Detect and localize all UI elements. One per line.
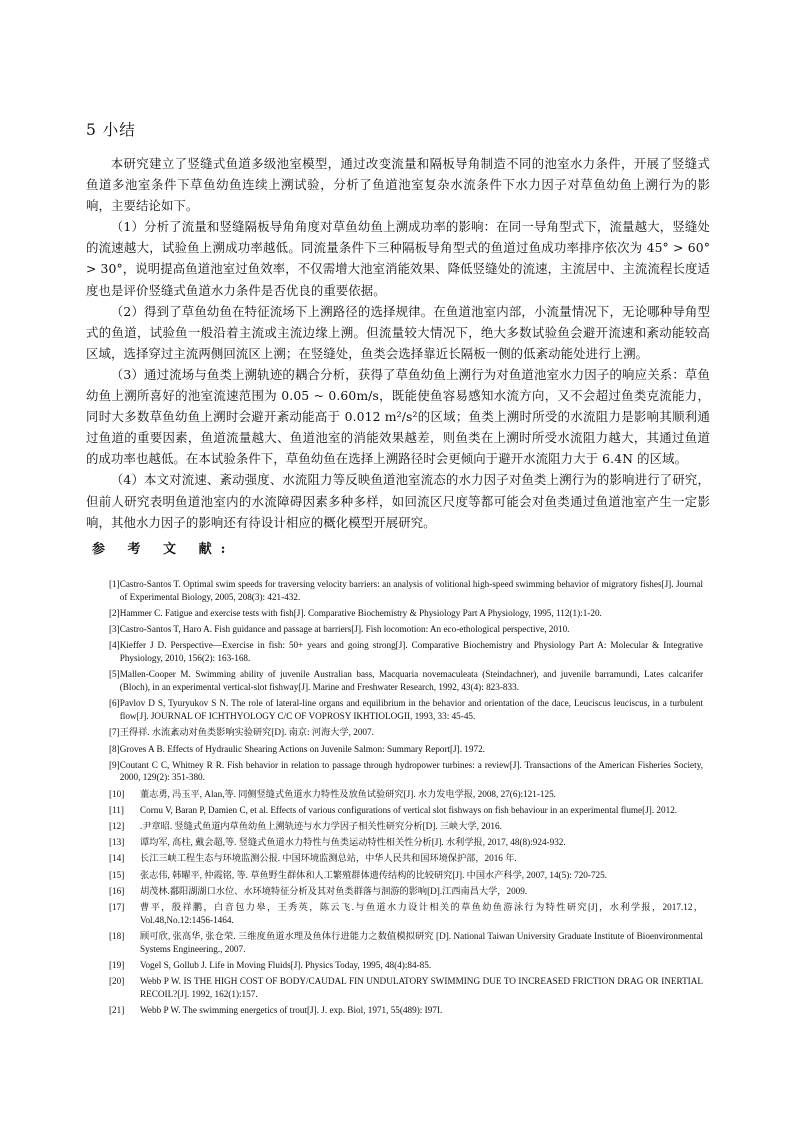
reference-number: [1]	[109, 579, 120, 589]
reference-number: [15]	[109, 869, 125, 880]
reference-text: .尹章昭. 竖缝式鱼道内草鱼幼鱼上溯轨迹与水力学因子相关性研究分析[D]. 三峡大学, 2016.	[140, 821, 502, 832]
reference-text: Webb P W. IS THE HIGH COST OF BODY/CAUDAL FIN UNDULATORY SWIMMING DUE TO INCREASED FRICTION DRAG OR INERTIAL RECOIL?[J]. 1992, 162(1):157.	[140, 976, 703, 999]
paragraph-conclusion-4: （4）本文对流速、紊动强度、水流阻力等反映鱼道池室流态的水力因子对鱼类上溯行为的影响进行了研究，但前人研究表明鱼道池室内的水流障碍因素多种多样，如回流区尺度等都可能会对鱼类通过鱼道池室产生一定影响，其他水力因子的影响还有待设计相应的概化模型开展研究。	[86, 472, 710, 530]
reference-text: Coutant C C, Whitney R R. Fish behavior in relation to passage through hydropower turbines: a review[J]. Transactions of the American Fisheries Society, 2000, 129(2): 351-380.	[119, 759, 703, 783]
reference-text: 胡茂林.鄱阳湖湖口水位、水环境特征分析及其对鱼类群落与洄游的影响[D].江西南昌大学，2009.	[140, 885, 528, 896]
reference-number: [9]	[109, 759, 120, 770]
reference-list	[109, 578, 703, 1020]
reference-number: [4]	[109, 640, 120, 651]
reference-number: [11]	[109, 804, 124, 815]
reference-number: [7]	[109, 727, 120, 738]
reference-item	[109, 726, 703, 739]
paragraph-conclusion-2: （2）得到了草鱼幼鱼在特征流场下上溯路径的选择规律。在鱼道池室内部，小流量情况下，无论哪种导角型式的鱼道，试验鱼一般沿着主流或主流边缘上溯。但流量较大情况下，绝大多数试验鱼会避开流速和紊动能较高区域，选择穿过主流两侧回流区上溯；在竖缝处，鱼类会选择靠近长隔板一侧的低紊动能处进行上溯。	[86, 303, 710, 361]
reference-text: Castro-Santos T, Haro A. Fish guidance and passage at barriers[J]. Fish locomotion: An eco-ethological perspective, 2010.	[119, 624, 570, 635]
paragraph-conclusion-1: （1）分析了流量和竖缝隔板导角角度对草鱼幼鱼上溯成功率的影响：在同一导角型式下，流量越大，竖缝处的流速越大，试验鱼上溯成功率越低。同流量条件下三种隔板导角型式的鱼道过鱼成功率排序依次为 45° > 60° > 30°，说明提高鱼道池室过鱼效率，不仅需增大池室消能效果、降低竖缝处的流速，主流居中、主流流程长度适度也是评价竖缝式鱼道水力条件是否优良的重要依据。	[86, 219, 710, 298]
reference-text: Cornu V, Baran P, Damien C, et al. Effects of various configurations of vertical slot fishways on fish behaviour in an experimental flume[J]. 2012.	[140, 804, 678, 815]
reference-item	[109, 639, 703, 665]
reference-item	[109, 901, 703, 927]
reference-number: [20]	[109, 976, 125, 987]
reference-number: [18]	[109, 930, 125, 941]
reference-text: 曹平，殷祥鹏，白音包力皋，王秀英，陈云飞.与鱼道水力设计相关的草鱼幼鱼游泳行为特性研究[J]，水利学报，2017.12，Vol.48,No.12:1456-1464.	[140, 901, 703, 925]
reference-number: [19]	[109, 959, 125, 970]
reference-item	[109, 869, 703, 882]
reference-text: Pavlov D S, Tyuryukov S N. The role of lateral-line organs and equilibrium in the behavior and orientation of the dace, Leuciscus leuciscus, in a turbulent flow[J]. JOURNAL OF ICHTHYOLOGY C/C OF VOPROSY IKHTIOLOGII, 1993, 33: 45-45.	[119, 698, 703, 722]
reference-item	[109, 804, 703, 817]
reference-number: [2]	[109, 607, 120, 618]
reference-text: Mallen-Cooper M. Swimming ability of juvenile Australian bass, Macquaria novemaculeata (Steindachner), and juvenile barramundi, Lates calcarifer (Bloch), in an experimental vertical-slot fishway[J]. Marine and Freshwater Research, 1992, 43(4): 823-833.	[119, 669, 703, 693]
reference-number: [5]	[109, 669, 120, 680]
reference-number: [14]	[109, 853, 125, 864]
reference-text: 谭均军, 高柱, 戴会超,等. 竖缝式鱼道水力特性与鱼类运动特性相关性分析[J]. 水利学报, 2017, 48(8):924-932.	[140, 837, 566, 848]
reference-text: Vogel S, Gollub J. Life in Moving Fluids[J]. Physics Today, 1995, 48(4):84-85.	[140, 959, 432, 970]
reference-item	[109, 852, 703, 865]
reference-item	[109, 578, 703, 604]
reference-text: Kieffer J D. Perspective—Exercise in fish: 50+ years and going strong[J]. Comparative Biochemistry and Physiology Part A: Molecular & Integrative Physiology, 2010, 156(2): 163-168.	[119, 640, 703, 664]
reference-item	[109, 836, 703, 849]
reference-item	[109, 623, 703, 636]
reference-text: 张志伟, 韩曜平, 仲霞铭, 等. 草鱼野生群体和人工繁殖群体遗传结构的比较研究[J]. 中国水产科学, 2007, 14(5): 720-725.	[140, 869, 608, 880]
reference-item	[109, 1004, 703, 1017]
reference-item	[109, 788, 703, 801]
reference-item	[109, 959, 703, 972]
paragraph-intro: 本研究建立了竖缝式鱼道多级池室模型，通过改变流量和隔板导角制造不同的池室水力条件，开展了竖缝式鱼道多池室条件下草鱼幼鱼连续上溯试验，分析了鱼道池室复杂水流条件下水力因子对草鱼幼鱼上溯行为的影响，主要结论如下。	[86, 156, 710, 214]
reference-number: [10]	[109, 788, 125, 799]
reference-number: [21]	[109, 1005, 125, 1016]
reference-item	[109, 743, 703, 756]
references-heading: 参 考 文 献:	[92, 542, 235, 557]
reference-number: [17]	[109, 901, 125, 912]
reference-number: [8]	[109, 743, 120, 754]
reference-item	[109, 975, 703, 1001]
reference-item	[109, 820, 703, 833]
reference-item	[109, 668, 703, 694]
reference-text: Webb P W. The swimming energetics of trout[J]. J. exp. Biol, 1971, 55(489): I97I.	[140, 1005, 443, 1016]
reference-number: [12]	[109, 821, 125, 832]
reference-item	[109, 607, 703, 620]
section-heading: 5 小结	[86, 121, 136, 139]
reference-text: 王得祥. 水流紊动对鱼类影响实验研究[D]. 南京: 河海大学, 2007.	[119, 727, 374, 738]
reference-number: [3]	[109, 624, 120, 635]
reference-text: 董志勇, 冯玉平, Alan,等. 同侧竖缝式鱼道水力特性及放鱼试验研究[J]. 水力发电学报, 2008, 27(6):121-125.	[140, 788, 556, 799]
reference-text: Groves A B. Effects of Hydraulic Shearing Actions on Juvenile Salmon: Summary Report[J]. 1972.	[119, 743, 485, 754]
reference-item	[109, 930, 703, 956]
reference-number: [13]	[109, 837, 125, 848]
reference-text: 长江三峡工程生态与环境监测公报. 中国环境监测总站，中华人民共和国环境保护部，2016 年.	[140, 853, 517, 864]
reference-item	[109, 697, 703, 723]
reference-text: Castro-Santos T. Optimal swim speeds for traversing velocity barriers: an analysis of volitional high-speed swimming behavior of migratory fishes[J]. Journal of Experimental Biology, 2005, 208(3): 421-432.	[119, 579, 703, 602]
reference-item	[109, 759, 703, 785]
reference-text: Hammer C. Fatigue and exercise tests with fish[J]. Comparative Biochemistry & Physiology Part A Physiology, 1995, 112(1):1-20.	[119, 607, 602, 618]
paragraph-conclusion-3: （3）通过流场与鱼类上溯轨迹的耦合分析，获得了草鱼幼鱼上溯行为对鱼道池室水力因子的响应关系：草鱼幼鱼上溯所喜好的池室流速范围为 0.05 ~ 0.60m/s，既能使鱼容易感知水流方向，又不会超过鱼类克流能力，同时大多数草鱼幼鱼上溯时会避开紊动能高于 0.012 m²/s²的区域；鱼类上溯时所受的水流阻力是影响其顺利通过鱼道的重要因素，鱼道流量越大、鱼道池室的消能效果越差，则鱼类在上溯时所受水流阻力越大，其通过鱼道的成功率也越低。在本试验条件下，草鱼幼鱼在选择上溯路径时会更倾向于避开水流阻力大于 6.4N 的区域。	[86, 366, 710, 467]
reference-text: 顾可欣, 张高华, 张仓荣. 三维度鱼道水理及鱼体行进能力之数值模拟研究 [D]. National Taiwan University Graduate Institute of Bioenvironmental Systems Engineering., 2007.	[140, 930, 703, 954]
reference-item	[109, 885, 703, 898]
reference-number: [6]	[109, 698, 120, 709]
reference-number: [16]	[109, 885, 125, 896]
conclusion-body	[86, 153, 710, 533]
